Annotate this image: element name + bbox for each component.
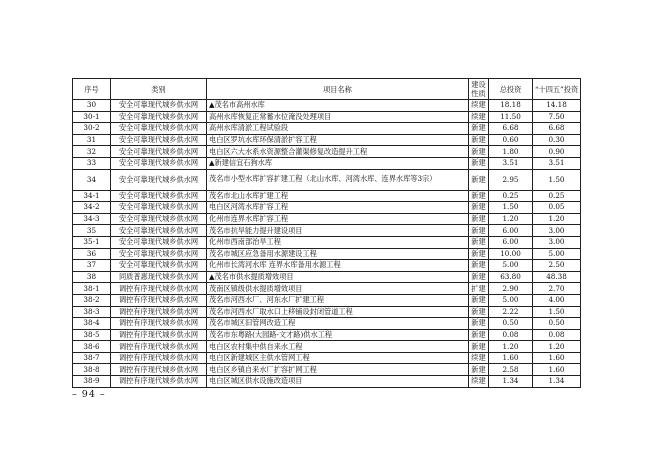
row-index: 35-1 — [73, 236, 111, 248]
row-category: 调控有序现代城乡供水网 — [111, 352, 207, 364]
table-row — [73, 341, 581, 353]
row-index: 38-2 — [73, 294, 111, 306]
row-category: 安全可靠现代城乡供水网 — [111, 225, 207, 237]
row-14th-plan-investment: 3.00 — [533, 225, 581, 237]
row-total-investment: 1.50 — [489, 202, 533, 214]
row-project-name: 茂名市东粤路(大园路-文才路)供水工程 — [207, 329, 469, 341]
row-total-investment: 2.22 — [489, 306, 533, 318]
row-14th-plan-investment: 14.18 — [533, 100, 581, 112]
row-project-name: 茂名市北山水库扩建工程 — [207, 190, 469, 202]
table-row — [73, 248, 581, 260]
row-total-investment: 5.00 — [489, 294, 533, 306]
row-nature: 新建 — [469, 341, 489, 353]
row-category: 安全可靠现代城乡供水网 — [111, 236, 207, 248]
row-project-name: 电白区城区供水设施改造项目 — [207, 376, 469, 388]
table-row — [73, 352, 581, 364]
row-14th-plan-investment: 1.60 — [533, 352, 581, 364]
row-project-name: 电白区乡镇自来水厂扩容扩网工程 — [207, 364, 469, 376]
row-project-name: 茂南区镇级供水提质增效项目 — [207, 283, 469, 295]
row-total-investment: 63.80 — [489, 271, 533, 283]
row-nature: 续建 — [469, 111, 489, 123]
project-table — [72, 78, 581, 388]
row-14th-plan-investment: 0.50 — [533, 318, 581, 330]
row-14th-plan-investment: 3.51 — [533, 157, 581, 169]
row-nature: 新建 — [469, 236, 489, 248]
row-14th-plan-investment: 0.08 — [533, 329, 581, 341]
table-row — [73, 169, 581, 190]
row-nature: 新建 — [469, 260, 489, 272]
row-index: 30 — [73, 100, 111, 112]
row-category: 安全可靠现代城乡供水网 — [111, 213, 207, 225]
table-header-row — [73, 79, 581, 100]
row-category: 调控有序现代城乡供水网 — [111, 294, 207, 306]
table-row — [73, 146, 581, 158]
row-category: 安全可靠现代城乡供水网 — [111, 146, 207, 158]
row-total-investment: 5.00 — [489, 260, 533, 272]
row-14th-plan-investment: 0.05 — [533, 202, 581, 214]
row-nature: 新建 — [469, 123, 489, 135]
row-index: 38-3 — [73, 306, 111, 318]
row-total-investment: 1.80 — [489, 146, 533, 158]
row-project-name: 化州市西南部治旱工程 — [207, 236, 469, 248]
row-14th-plan-investment: 6.68 — [533, 123, 581, 135]
table-row — [73, 123, 581, 135]
row-nature: 续建 — [469, 376, 489, 388]
row-nature: 新建 — [469, 294, 489, 306]
table-row — [73, 306, 581, 318]
row-14th-plan-investment: 1.34 — [533, 376, 581, 388]
table-row — [73, 100, 581, 112]
row-14th-plan-investment: 3.00 — [533, 236, 581, 248]
row-total-investment: 11.50 — [489, 111, 533, 123]
row-14th-plan-investment: 1.20 — [533, 341, 581, 353]
row-category: 安全可靠现代城乡供水网 — [111, 134, 207, 146]
row-14th-plan-investment: 5.00 — [533, 248, 581, 260]
row-project-name: 茂名市小型水库扩容扩建工程（北山水库、河湾水库、连界水库等3宗） — [207, 169, 469, 190]
row-total-investment: 1.60 — [489, 352, 533, 364]
row-category: 安全可靠现代城乡供水网 — [111, 157, 207, 169]
row-project-name: 茂名市河西水厂、河东水厂扩建工程 — [207, 294, 469, 306]
row-category: 同质普惠现代城乡供水网 — [111, 271, 207, 283]
row-project-name: ▲茂名市供水提质增效项目 — [207, 271, 469, 283]
table-row — [73, 190, 581, 202]
row-category: 调控有序现代城乡供水网 — [111, 306, 207, 318]
row-total-investment: 18.18 — [489, 100, 533, 112]
row-14th-plan-investment: 0.30 — [533, 134, 581, 146]
row-category: 调控有序现代城乡供水网 — [111, 283, 207, 295]
row-nature: 新建 — [469, 202, 489, 214]
row-14th-plan-investment: 0.90 — [533, 146, 581, 158]
row-index: 38 — [73, 271, 111, 283]
row-project-name: 化州市连界水库扩容工程 — [207, 213, 469, 225]
row-category: 调控有序现代城乡供水网 — [111, 341, 207, 353]
table-row — [73, 294, 581, 306]
row-project-name: 茂名市城区旧管网改造工程 — [207, 318, 469, 330]
row-index: 38-7 — [73, 352, 111, 364]
row-index: 38-9 — [73, 376, 111, 388]
table-row — [73, 134, 581, 146]
row-index: 36 — [73, 248, 111, 260]
table-row — [73, 260, 581, 272]
table-row — [73, 202, 581, 214]
row-project-name: 电白区农村集中供自来水工程 — [207, 341, 469, 353]
row-index: 34-2 — [73, 202, 111, 214]
row-index: 34 — [73, 169, 111, 190]
table-row — [73, 213, 581, 225]
row-14th-plan-investment: 0.25 — [533, 190, 581, 202]
row-nature: 新建 — [469, 190, 489, 202]
row-total-investment: 6.00 — [489, 236, 533, 248]
table-row — [73, 329, 581, 341]
row-nature: 新建 — [469, 306, 489, 318]
row-index: 34-3 — [73, 213, 111, 225]
table-row — [73, 364, 581, 376]
row-14th-plan-investment: 1.50 — [533, 169, 581, 190]
row-category: 安全可靠现代城乡供水网 — [111, 111, 207, 123]
row-category: 安全可靠现代城乡供水网 — [111, 248, 207, 260]
row-project-name: ▲新建信宜石狗水库 — [207, 157, 469, 169]
table-row — [73, 236, 581, 248]
row-nature: 新建 — [469, 318, 489, 330]
header-project-name: 项目名称 — [207, 79, 469, 100]
row-index: 38-4 — [73, 318, 111, 330]
row-index: 32 — [73, 146, 111, 158]
row-14th-plan-investment: 1.50 — [533, 306, 581, 318]
row-14th-plan-investment: 1.60 — [533, 364, 581, 376]
row-index: 34-1 — [73, 190, 111, 202]
row-project-name: 高州水库清淤工程试验段 — [207, 123, 469, 135]
row-14th-plan-investment: 4.00 — [533, 294, 581, 306]
row-category: 安全可靠现代城乡供水网 — [111, 202, 207, 214]
row-project-name: 电白区河湾水库扩容工程 — [207, 202, 469, 214]
row-14th-plan-investment: 7.50 — [533, 111, 581, 123]
row-category: 安全可靠现代城乡供水网 — [111, 169, 207, 190]
page-number: – 94 – — [72, 389, 106, 400]
row-total-investment: 2.95 — [489, 169, 533, 190]
row-category: 安全可靠现代城乡供水网 — [111, 190, 207, 202]
row-index: 38-1 — [73, 283, 111, 295]
row-index: 30-1 — [73, 111, 111, 123]
row-index: 38-8 — [73, 364, 111, 376]
row-nature: 新建 — [469, 329, 489, 341]
row-total-investment: 1.34 — [489, 376, 533, 388]
header-nature: 建设性质 — [469, 79, 489, 100]
header-total-investment: 总投资 — [489, 79, 533, 100]
row-nature: 新建 — [469, 364, 489, 376]
row-project-name: 茂名市抗旱能力提升建设项目 — [207, 225, 469, 237]
header-index: 序号 — [73, 79, 111, 100]
row-nature: 扩建 — [469, 283, 489, 295]
row-index: 38-5 — [73, 329, 111, 341]
row-nature: 新建 — [469, 157, 489, 169]
table-row — [73, 283, 581, 295]
row-total-investment: 10.00 — [489, 248, 533, 260]
row-index: 37 — [73, 260, 111, 272]
row-index: 33 — [73, 157, 111, 169]
row-total-investment: 1.20 — [489, 341, 533, 353]
row-category: 安全可靠现代城乡供水网 — [111, 100, 207, 112]
row-total-investment: 0.25 — [489, 190, 533, 202]
row-total-investment: 1.20 — [489, 213, 533, 225]
row-project-name: 茂名市河西水厂取水口上移铺设封闭管道工程 — [207, 306, 469, 318]
row-nature: 新建 — [469, 225, 489, 237]
row-index: 35 — [73, 225, 111, 237]
table-body — [73, 100, 581, 388]
table-row — [73, 157, 581, 169]
row-14th-plan-investment: 2.70 — [533, 283, 581, 295]
row-nature: 新建 — [469, 134, 489, 146]
row-project-name: 电白区新建城区主供水管网工程 — [207, 352, 469, 364]
row-total-investment: 6.68 — [489, 123, 533, 135]
header-14th-plan-investment: “十四五”投资 — [533, 79, 581, 100]
row-category: 安全可靠现代城乡供水网 — [111, 123, 207, 135]
row-nature: 新建 — [469, 213, 489, 225]
row-total-investment: 2.58 — [489, 364, 533, 376]
row-category: 调控有序现代城乡供水网 — [111, 376, 207, 388]
row-index: 30-2 — [73, 123, 111, 135]
table-row — [73, 318, 581, 330]
table-row — [73, 225, 581, 237]
row-14th-plan-investment: 2.50 — [533, 260, 581, 272]
row-nature: 续建 — [469, 352, 489, 364]
row-nature: 新建 — [469, 146, 489, 158]
row-total-investment: 0.08 — [489, 329, 533, 341]
row-nature: 新建 — [469, 248, 489, 260]
row-14th-plan-investment: 48.38 — [533, 271, 581, 283]
row-nature: 新建 — [469, 169, 489, 190]
table-row — [73, 376, 581, 388]
row-project-name: 高州水库恢复正常蓄水位淹没处理项目 — [207, 111, 469, 123]
row-index: 38-6 — [73, 341, 111, 353]
row-nature: 续建 — [469, 100, 489, 112]
row-total-investment: 0.60 — [489, 134, 533, 146]
row-category: 调控有序现代城乡供水网 — [111, 318, 207, 330]
row-category: 调控有序现代城乡供水网 — [111, 329, 207, 341]
row-total-investment: 0.50 — [489, 318, 533, 330]
row-index: 31 — [73, 134, 111, 146]
header-category: 类别 — [111, 79, 207, 100]
row-category: 安全可靠现代城乡供水网 — [111, 260, 207, 272]
table-row — [73, 271, 581, 283]
row-project-name: ▲茂名市高州水库 — [207, 100, 469, 112]
row-14th-plan-investment: 1.20 — [533, 213, 581, 225]
row-project-name: 茂名市城区应急备用水源建设工程 — [207, 248, 469, 260]
row-project-name: 电白区六大水系水资源整合灌渠修复改造提升工程 — [207, 146, 469, 158]
row-category: 调控有序现代城乡供水网 — [111, 364, 207, 376]
row-project-name: 化州市长湾河水库 连界水库备用水源工程 — [207, 260, 469, 272]
document-sheet — [72, 78, 580, 388]
row-total-investment: 3.51 — [489, 157, 533, 169]
row-project-name: 电白区罗坑水库环保清淤扩容工程 — [207, 134, 469, 146]
row-total-investment: 6.00 — [489, 225, 533, 237]
row-nature: 新建 — [469, 271, 489, 283]
row-total-investment: 2.90 — [489, 283, 533, 295]
table-row — [73, 111, 581, 123]
